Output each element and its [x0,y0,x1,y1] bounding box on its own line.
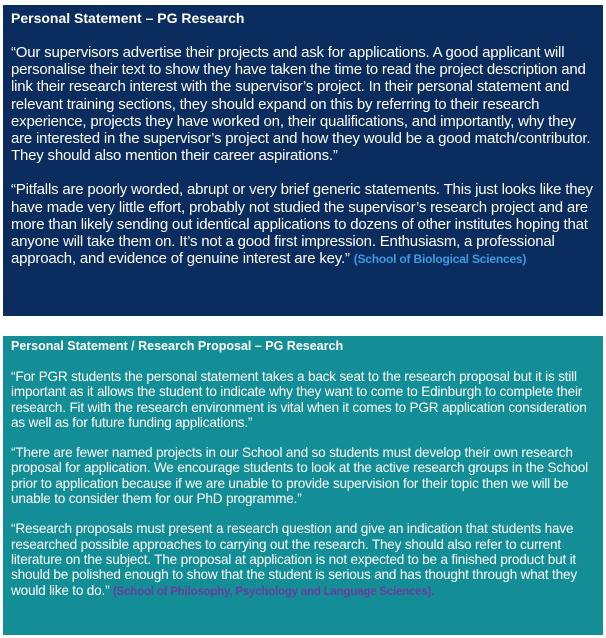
quote-paragraph [11,445,595,506]
pg-research-personal-statement-panel [3,5,603,316]
quote-paragraph [11,181,595,268]
quote-text: “For PGR students the personal statement takes a back seat to the research proposal but it is still important as it allows the student to indicate why they want to come to Edinburgh to complete their research. Fit with the research environment is vital when it comes to PGR application consideration as well as for future funding applications.” [11,369,587,430]
quote-citation: (School of Biological Sciences) [353,252,527,267]
quote-text: “There are fewer named projects in our School and so students must develop their own research proposal for application. We encourage students to look at the active research groups in the School prior to application because if we are unable to provide supervision for their topic then we will be unable to consider them for our PhD programme.” [11,445,588,507]
quote-citation: (School of Philosophy, Psychology and Language Sciences). [113,585,435,598]
quote-text: “Pitfalls are poorly worded, abrupt or very brief generic statements. This just looks like they have made very little effort, probably not studied the supervisor’s research project and are more than likely sending out identical applications to dozens of other institutes hoping that anyone will take them on. It’s not a good first impression. Enthusiasm, a professional approach, and evidence of genuine interest are key.” [11,181,593,268]
section-heading: Personal Statement – PG Research [11,10,245,26]
section-heading: Personal Statement / Research Proposal – PG Research [11,339,344,353]
quote-text: “Our supervisors advertise their projects and ask for applications. A good applicant will personalise their text to show they have taken the time to read the project description and link their research interest with the supervisor’s project. In their personal statement and relevant training sections, they should expand on this by referring to their research experience, projects they have worked on, their qualifications, and importantly, why they are interested in the supervisor’s project and how they would be a good match/contributor. They should also mention their career aspirations.” [11,44,591,165]
quote-paragraph [11,521,595,599]
quote-paragraph [11,44,595,164]
pg-research-proposal-panel [3,336,603,635]
quote-text: “Research proposals must present a research question and give an indication that students have researched possible approaches to carrying out the research. They should also refer to current literature on the subject. The proposal at application is not expected to be a finished product but it should be polished enough to show that the student is serious and has thought through what they would like to do.” [11,521,577,598]
quote-paragraph [11,369,595,430]
